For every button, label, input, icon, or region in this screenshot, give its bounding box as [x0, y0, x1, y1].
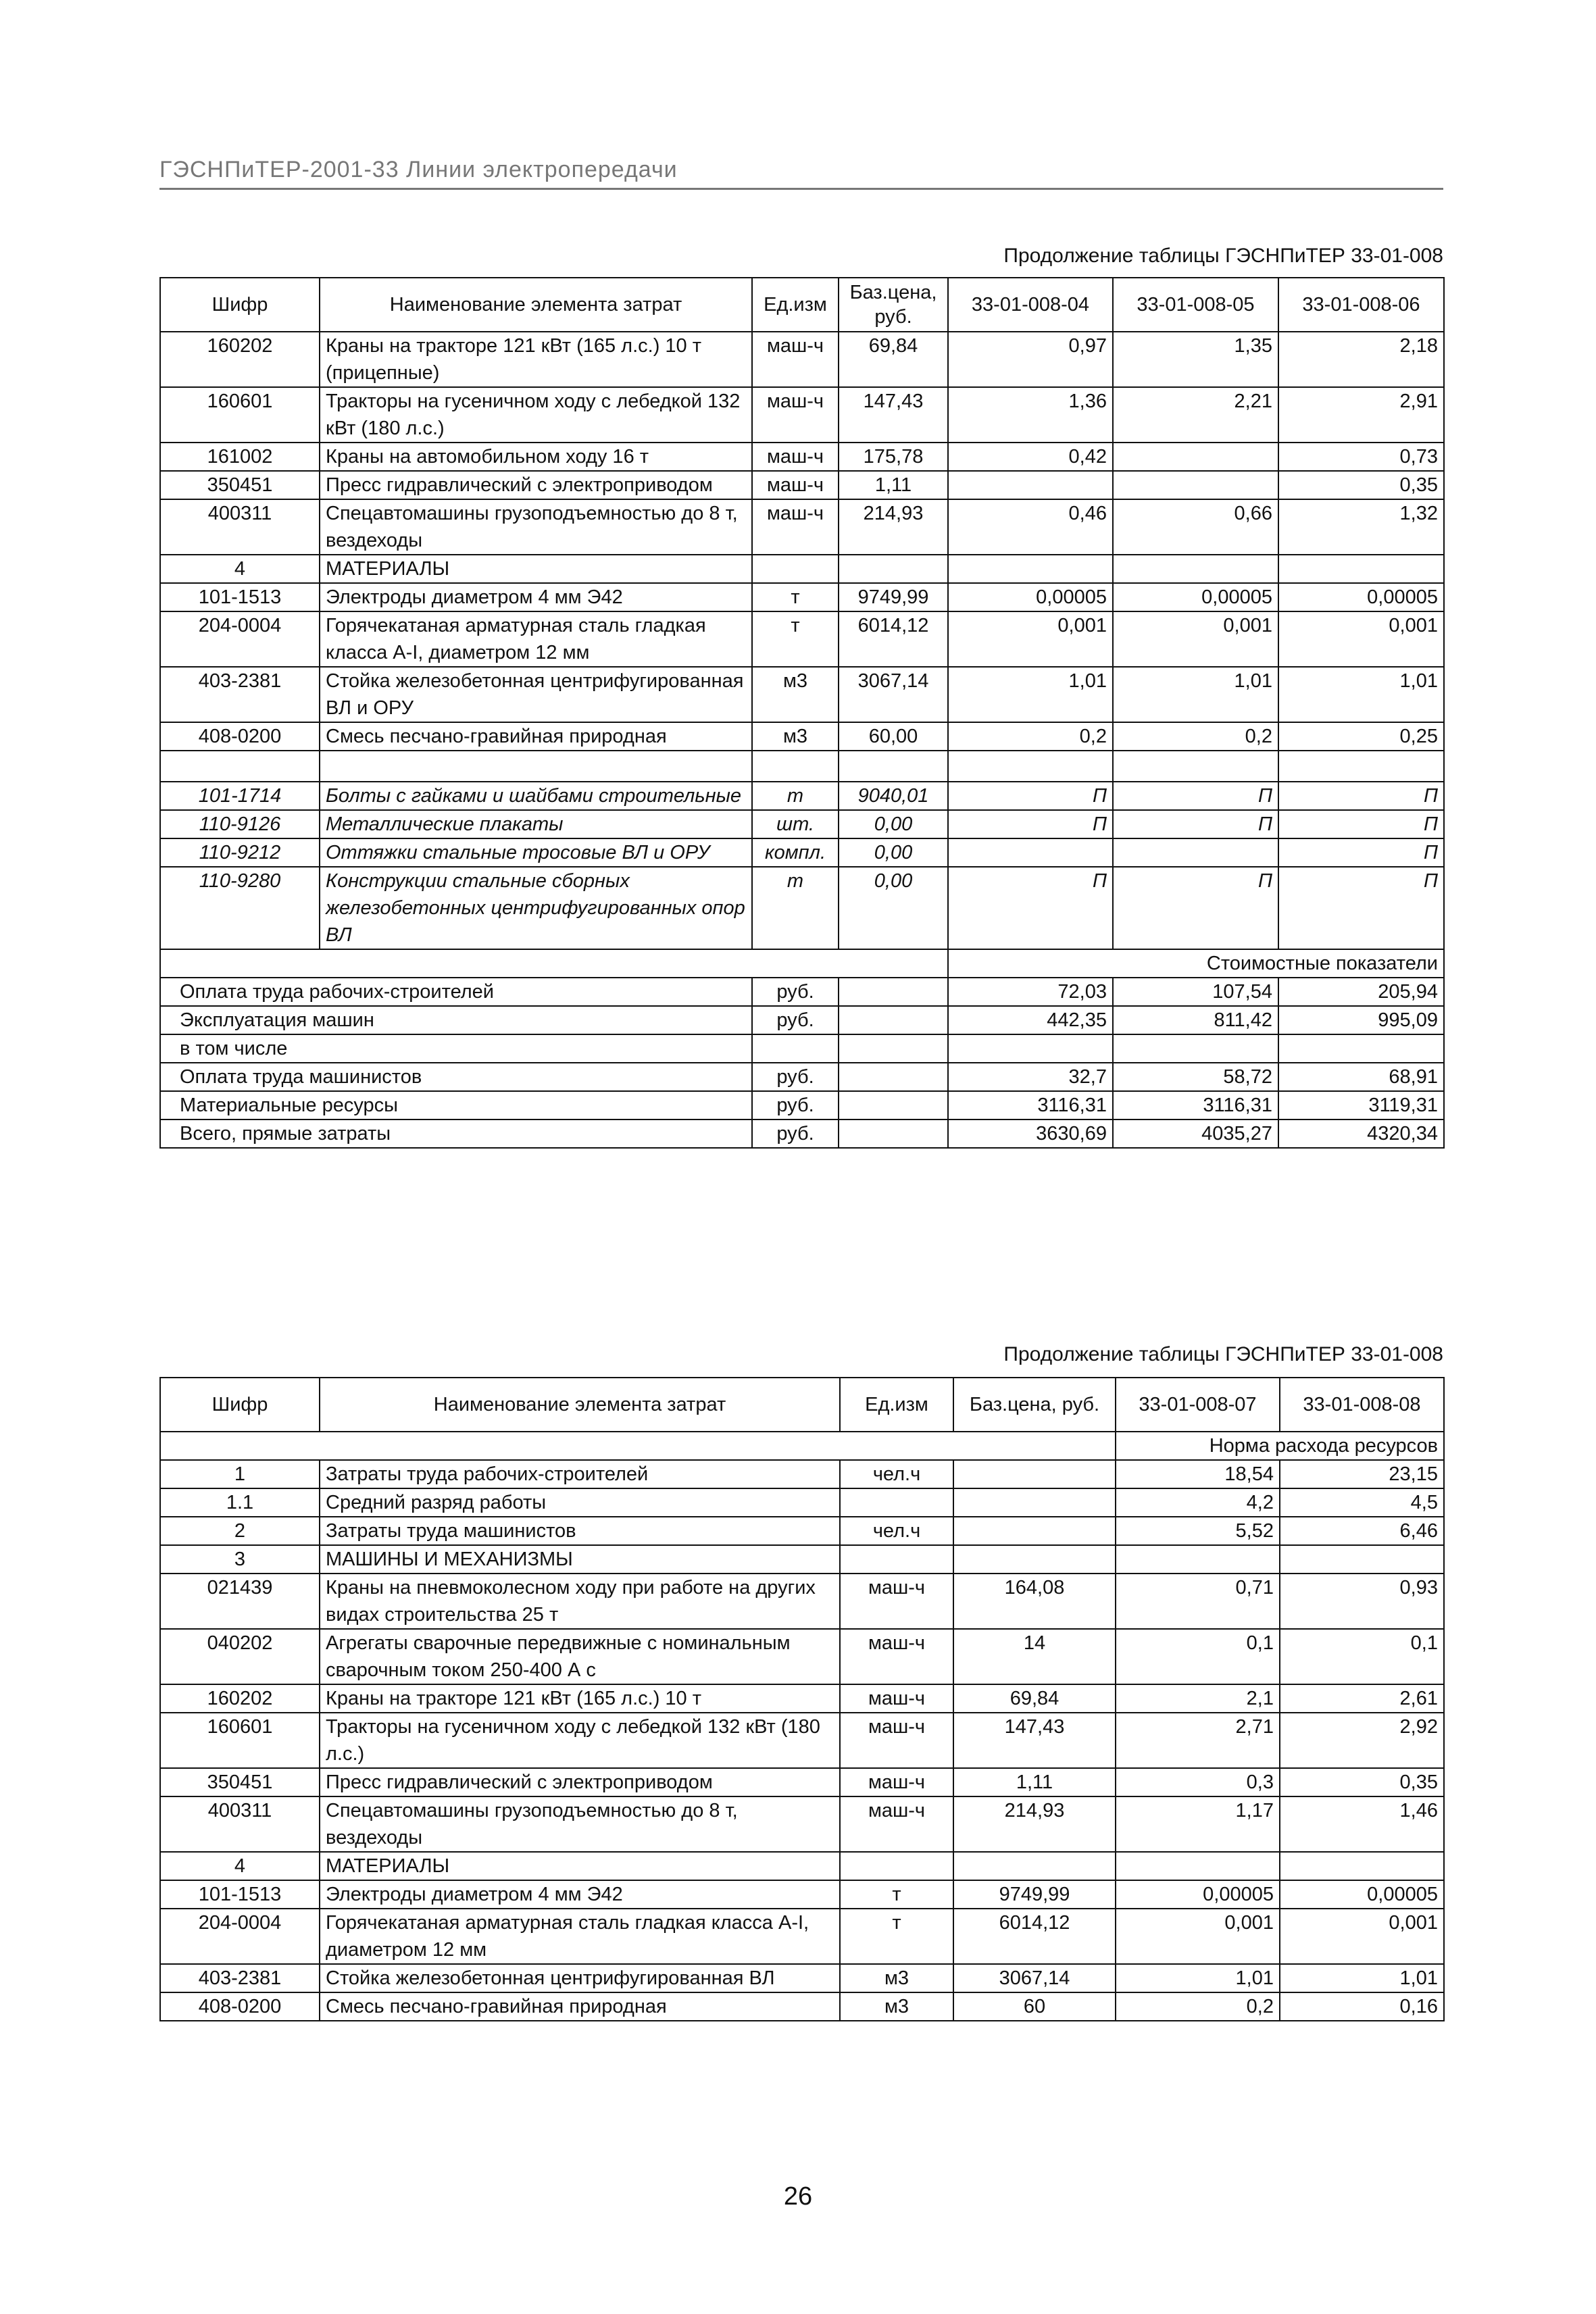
cell-price: 0,00: [839, 838, 948, 867]
empty-cell: [839, 978, 948, 1006]
cost-unit: руб.: [752, 1120, 839, 1148]
page-number: 26: [783, 2182, 813, 2211]
cost-value-05: 811,42: [1113, 1006, 1278, 1034]
cell-name: Конструкции стальные сборных железобетонных центрифугированных опор ВЛ: [320, 867, 752, 949]
cost-value-06: [1278, 1034, 1444, 1063]
cell-norm-07: 0,3: [1116, 1768, 1280, 1796]
cell-norm-08: [1280, 1545, 1444, 1574]
cost-value-04: 3116,31: [948, 1091, 1113, 1120]
cell-unit: маш-ч: [840, 1629, 953, 1684]
cell-norm-05: 1,01: [1113, 667, 1278, 722]
cost-row: [160, 1006, 1444, 1034]
cost-value-04: [948, 1034, 1113, 1063]
cell-unit: маш-ч: [752, 471, 839, 499]
cost-row: [160, 978, 1444, 1006]
cost-label: в том числе: [160, 1034, 752, 1063]
cell-name: Краны на тракторе 121 кВт (165 л.с.) 10 т (прицепные): [320, 332, 752, 387]
document-header: ГЭСНПиТЕР-2001-33 Линии электропередачи: [159, 157, 678, 182]
cell-price: 9749,99: [839, 583, 948, 611]
cell-unit: т: [840, 1909, 953, 1964]
cell-norm-07: 5,52: [1116, 1517, 1280, 1545]
cell-norm-06: 0,001: [1278, 611, 1444, 667]
cell-norm-07: 1,01: [1116, 1964, 1280, 1992]
cell-price: 164,08: [953, 1574, 1116, 1629]
empty-cell: [839, 1120, 948, 1148]
cell-norm-04: П: [948, 810, 1113, 838]
table-row: [160, 555, 1444, 583]
cell-norm-05: П: [1113, 782, 1278, 810]
cost-value-06: 205,94: [1278, 978, 1444, 1006]
cell-norm-07: 4,2: [1116, 1488, 1280, 1517]
cost-value-06: 995,09: [1278, 1006, 1444, 1034]
cost-unit: руб.: [752, 1063, 839, 1091]
cell-norm-05: [1113, 443, 1278, 471]
col-header-norm-05: 33-01-008-05: [1113, 278, 1278, 332]
cell-price: 147,43: [839, 387, 948, 443]
cell-norm-08: 0,00005: [1280, 1880, 1444, 1909]
cost-value-05: [1113, 1034, 1278, 1063]
cell-name: Средний разряд работы: [320, 1488, 840, 1517]
empty-cell: [160, 1432, 1116, 1460]
table-row: [160, 1517, 1444, 1545]
cell-unit: [840, 1545, 953, 1574]
table-row: [160, 499, 1444, 555]
cell-code: 400311: [160, 1796, 320, 1852]
cell-norm-08: [1280, 1852, 1444, 1880]
cell-norm-04: 0,97: [948, 332, 1113, 387]
cell-unit: м3: [840, 1992, 953, 2021]
col-header-name: Наименование элемента затрат: [320, 278, 752, 332]
table-row: [160, 583, 1444, 611]
cell-name: Металлические плакаты: [320, 810, 752, 838]
norm-header-row: [160, 1432, 1444, 1460]
cell-unit: маш-ч: [752, 332, 839, 387]
cost-unit: руб.: [752, 1091, 839, 1120]
cell-unit: чел.ч: [840, 1460, 953, 1488]
cell-code: 021439: [160, 1574, 320, 1629]
empty-cell: [1113, 751, 1278, 782]
cost-value-04: 442,35: [948, 1006, 1113, 1034]
cell-norm-05: 2,21: [1113, 387, 1278, 443]
cell-norm-04: 1,36: [948, 387, 1113, 443]
cell-code: 110-9126: [160, 810, 320, 838]
cell-code: 101-1513: [160, 583, 320, 611]
cell-price: 60: [953, 1992, 1116, 2021]
table-row-unpriced: [160, 810, 1444, 838]
cell-code: 160202: [160, 1684, 320, 1713]
cell-code: 110-9212: [160, 838, 320, 867]
cell-name: Электроды диаметром 4 мм Э42: [320, 583, 752, 611]
cell-norm-06: [1278, 555, 1444, 583]
cell-norm-05: П: [1113, 810, 1278, 838]
col-header-price: Баз.цена, руб.: [839, 278, 948, 332]
table1-caption: Продолжение таблицы ГЭСНПиТЕР 33-01-008: [1003, 245, 1443, 267]
cell-price: [953, 1517, 1116, 1545]
cell-name: Агрегаты сварочные передвижные с номинальным сварочным током 250-400 А с: [320, 1629, 840, 1684]
table-row: [160, 332, 1444, 387]
cost-value-05: 4035,27: [1113, 1120, 1278, 1148]
cell-unit: м3: [752, 722, 839, 751]
cell-name: Смесь песчано-гравийная природная: [320, 722, 752, 751]
cell-norm-08: 6,46: [1280, 1517, 1444, 1545]
cell-price: 0,00: [839, 810, 948, 838]
table2-caption: Продолжение таблицы ГЭСНПиТЕР 33-01-008: [1003, 1343, 1443, 1365]
cell-code: 408-0200: [160, 722, 320, 751]
col-header-norm-06: 33-01-008-06: [1278, 278, 1444, 332]
cell-price: 3067,14: [953, 1964, 1116, 1992]
cell-norm-05: 1,35: [1113, 332, 1278, 387]
cell-price: 147,43: [953, 1713, 1116, 1768]
cell-code: 110-9280: [160, 867, 320, 949]
cell-norm-08: 1,01: [1280, 1964, 1444, 1992]
cell-code: 101-1513: [160, 1880, 320, 1909]
cost-label: Всего, прямые затраты: [160, 1120, 752, 1148]
cell-code: 101-1714: [160, 782, 320, 810]
empty-cell: [752, 751, 839, 782]
cell-name: Спецавтомашины грузоподъемностью до 8 т, вездеходы: [320, 499, 752, 555]
cost-label: Эксплуатация машин: [160, 1006, 752, 1034]
col-header-norm-07: 33-01-008-07: [1116, 1378, 1280, 1432]
cell-price: [953, 1545, 1116, 1574]
cell-code: 040202: [160, 1629, 320, 1684]
cell-unit: маш-ч: [840, 1713, 953, 1768]
cell-name: Стойка железобетонная центрифугированная ВЛ и ОРУ: [320, 667, 752, 722]
cost-label: Оплата труда рабочих-строителей: [160, 978, 752, 1006]
cell-norm-06: 1,01: [1278, 667, 1444, 722]
cell-norm-04: 0,46: [948, 499, 1113, 555]
cell-norm-04: 0,001: [948, 611, 1113, 667]
cost-value-05: 3116,31: [1113, 1091, 1278, 1120]
cell-name: Тракторы на гусеничном ходу с лебедкой 132 кВт (180 л.с.): [320, 1713, 840, 1768]
cell-code: 1: [160, 1460, 320, 1488]
table-row-unpriced: [160, 782, 1444, 810]
table-row: [160, 471, 1444, 499]
cell-norm-06: П: [1278, 867, 1444, 949]
cell-norm-05: 0,66: [1113, 499, 1278, 555]
cost-value-04: 3630,69: [948, 1120, 1113, 1148]
cell-code: 204-0004: [160, 611, 320, 667]
cell-code: 161002: [160, 443, 320, 471]
cell-name: Горячекатаная арматурная сталь гладкая класса А-I, диаметром 12 мм: [320, 1909, 840, 1964]
cell-norm-07: 2,1: [1116, 1684, 1280, 1713]
cell-norm-04: 1,01: [948, 667, 1113, 722]
cell-price: 1,11: [953, 1768, 1116, 1796]
cell-unit: т: [752, 583, 839, 611]
table-row: [160, 1488, 1444, 1517]
cell-norm-07: [1116, 1545, 1280, 1574]
cost-row: [160, 1091, 1444, 1120]
table-row: [160, 1713, 1444, 1768]
table-row: [160, 1684, 1444, 1713]
cell-norm-05: 0,2: [1113, 722, 1278, 751]
cell-unit: т: [752, 782, 839, 810]
cell-price: 69,84: [839, 332, 948, 387]
cell-norm-04: П: [948, 867, 1113, 949]
cell-norm-08: 0,1: [1280, 1629, 1444, 1684]
cell-name: Тракторы на гусеничном ходу с лебедкой 132 кВт (180 л.с.): [320, 387, 752, 443]
cell-norm-07: 0,2: [1116, 1992, 1280, 2021]
cell-code: 400311: [160, 499, 320, 555]
cell-name: Болты с гайками и шайбами строительные: [320, 782, 752, 810]
resource-table-1: [159, 277, 1445, 1149]
cell-code: 160601: [160, 387, 320, 443]
cell-unit: компл.: [752, 838, 839, 867]
cell-price: 69,84: [953, 1684, 1116, 1713]
cell-norm-07: 0,1: [1116, 1629, 1280, 1684]
cost-unit: руб.: [752, 978, 839, 1006]
cell-code: 160601: [160, 1713, 320, 1768]
cell-norm-06: 2,91: [1278, 387, 1444, 443]
table-row: [160, 1574, 1444, 1629]
cell-code: 3: [160, 1545, 320, 1574]
cell-price: 60,00: [839, 722, 948, 751]
cell-name: Стойка железобетонная центрифугированная ВЛ: [320, 1964, 840, 1992]
cell-price: 0,00: [839, 867, 948, 949]
cost-header-row: [160, 949, 1444, 978]
cell-norm-04: [948, 555, 1113, 583]
table-row: [160, 1964, 1444, 1992]
cell-price: 175,78: [839, 443, 948, 471]
cell-code: 4: [160, 555, 320, 583]
cell-unit: чел.ч: [840, 1517, 953, 1545]
cell-norm-06: 0,73: [1278, 443, 1444, 471]
header-rule: [159, 188, 1443, 190]
table-row: [160, 1545, 1444, 1574]
cell-unit: маш-ч: [752, 443, 839, 471]
empty-cell: [320, 751, 752, 782]
cell-unit: маш-ч: [840, 1684, 953, 1713]
cell-norm-08: 0,93: [1280, 1574, 1444, 1629]
cell-name: Затраты труда рабочих-строителей: [320, 1460, 840, 1488]
norm-header: Норма расхода ресурсов: [1116, 1432, 1444, 1460]
cell-norm-04: [948, 471, 1113, 499]
cost-value-06: 4320,34: [1278, 1120, 1444, 1148]
cell-norm-04: 0,42: [948, 443, 1113, 471]
empty-cell: [160, 751, 320, 782]
cell-norm-07: 0,00005: [1116, 1880, 1280, 1909]
cost-row: [160, 1120, 1444, 1148]
col-header-norm-04: 33-01-008-04: [948, 278, 1113, 332]
empty-cell: [839, 1091, 948, 1120]
table-row-unpriced: [160, 838, 1444, 867]
empty-cell: [948, 751, 1113, 782]
cell-price: [953, 1460, 1116, 1488]
col-header-name: Наименование элемента затрат: [320, 1378, 840, 1432]
cell-norm-05: [1113, 555, 1278, 583]
table-row: [160, 667, 1444, 722]
cell-unit: [752, 555, 839, 583]
cell-norm-07: 0,71: [1116, 1574, 1280, 1629]
cell-norm-04: [948, 838, 1113, 867]
col-header-norm-08: 33-01-008-08: [1280, 1378, 1444, 1432]
cell-name: Оттяжки стальные тросовые ВЛ и ОРУ: [320, 838, 752, 867]
cell-price: [953, 1488, 1116, 1517]
cost-unit: [752, 1034, 839, 1063]
cell-norm-08: 0,16: [1280, 1992, 1444, 2021]
cell-name: Горячекатаная арматурная сталь гладкая класса А-I, диаметром 12 мм: [320, 611, 752, 667]
cell-norm-06: 0,00005: [1278, 583, 1444, 611]
table-row: [160, 611, 1444, 667]
cell-norm-07: 2,71: [1116, 1713, 1280, 1768]
table-row: [160, 1909, 1444, 1964]
col-header-code: Шифр: [160, 1378, 320, 1432]
resource-table-2: [159, 1377, 1445, 2021]
table-row: [160, 1992, 1444, 2021]
cell-price: 9040,01: [839, 782, 948, 810]
table-row: [160, 1796, 1444, 1852]
cell-norm-06: 1,32: [1278, 499, 1444, 555]
cell-norm-04: 0,2: [948, 722, 1113, 751]
cell-code: 403-2381: [160, 1964, 320, 1992]
table-row: [160, 722, 1444, 751]
col-header-unit: Ед.изм: [752, 278, 839, 332]
cell-code: 204-0004: [160, 1909, 320, 1964]
empty-cell: [839, 1006, 948, 1034]
cell-norm-08: 2,92: [1280, 1713, 1444, 1768]
table-row: [160, 387, 1444, 443]
cell-name: Спецавтомашины грузоподъемностью до 8 т, вездеходы: [320, 1796, 840, 1852]
cost-value-04: 32,7: [948, 1063, 1113, 1091]
cell-norm-06: П: [1278, 810, 1444, 838]
cell-unit: т: [752, 867, 839, 949]
cell-norm-06: П: [1278, 782, 1444, 810]
table-row: [160, 1768, 1444, 1796]
cell-norm-08: 23,15: [1280, 1460, 1444, 1488]
cell-price: 1,11: [839, 471, 948, 499]
cell-code: 1.1: [160, 1488, 320, 1517]
cell-price: [839, 555, 948, 583]
cell-price: [953, 1852, 1116, 1880]
cell-name: МАТЕРИАЛЫ: [320, 1852, 840, 1880]
empty-cell: [839, 751, 948, 782]
cell-norm-07: 18,54: [1116, 1460, 1280, 1488]
cell-name: МАШИНЫ И МЕХАНИЗМЫ: [320, 1545, 840, 1574]
cell-norm-04: П: [948, 782, 1113, 810]
cell-price: 14: [953, 1629, 1116, 1684]
table-row: [160, 443, 1444, 471]
table-row: [160, 1852, 1444, 1880]
cell-unit: маш-ч: [840, 1796, 953, 1852]
col-header-code: Шифр: [160, 278, 320, 332]
table-row: [160, 1880, 1444, 1909]
cost-value-06: 3119,31: [1278, 1091, 1444, 1120]
table-row: [160, 1460, 1444, 1488]
cost-value-05: 58,72: [1113, 1063, 1278, 1091]
cell-norm-05: 0,001: [1113, 611, 1278, 667]
cell-norm-05: [1113, 471, 1278, 499]
cost-label: Оплата труда машинистов: [160, 1063, 752, 1091]
cell-norm-07: [1116, 1852, 1280, 1880]
cell-code: 408-0200: [160, 1992, 320, 2021]
col-header-price: Баз.цена, руб.: [953, 1378, 1116, 1432]
empty-cell: [1278, 751, 1444, 782]
cell-unit: т: [840, 1880, 953, 1909]
cell-norm-08: 0,001: [1280, 1909, 1444, 1964]
cell-code: 403-2381: [160, 667, 320, 722]
cost-row: [160, 1063, 1444, 1091]
empty-cell: [839, 1034, 948, 1063]
cell-price: 214,93: [953, 1796, 1116, 1852]
cell-norm-08: 2,61: [1280, 1684, 1444, 1713]
table-row: [160, 1629, 1444, 1684]
cost-value-05: 107,54: [1113, 978, 1278, 1006]
cell-norm-08: 1,46: [1280, 1796, 1444, 1852]
cell-code: 2: [160, 1517, 320, 1545]
cell-code: 160202: [160, 332, 320, 387]
cell-norm-05: П: [1113, 867, 1278, 949]
cell-norm-08: 4,5: [1280, 1488, 1444, 1517]
cell-norm-06: П: [1278, 838, 1444, 867]
cell-unit: маш-ч: [840, 1574, 953, 1629]
cell-name: Смесь песчано-гравийная природная: [320, 1992, 840, 2021]
cell-price: 9749,99: [953, 1880, 1116, 1909]
cell-unit: м3: [840, 1964, 953, 1992]
cell-norm-08: 0,35: [1280, 1768, 1444, 1796]
cell-norm-06: 2,18: [1278, 332, 1444, 387]
cell-norm-06: 0,25: [1278, 722, 1444, 751]
cell-code: 350451: [160, 471, 320, 499]
empty-cell: [839, 1063, 948, 1091]
col-header-unit: Ед.изм: [840, 1378, 953, 1432]
cell-norm-05: [1113, 838, 1278, 867]
cell-unit: [840, 1852, 953, 1880]
cell-norm-07: 0,001: [1116, 1909, 1280, 1964]
cell-norm-06: 0,35: [1278, 471, 1444, 499]
cell-name: МАТЕРИАЛЫ: [320, 555, 752, 583]
empty-cell: [160, 949, 948, 978]
cell-unit: маш-ч: [752, 387, 839, 443]
cell-name: Пресс гидравлический с электроприводом: [320, 471, 752, 499]
cost-value-04: 72,03: [948, 978, 1113, 1006]
cell-name: Затраты труда машинистов: [320, 1517, 840, 1545]
cell-unit: м3: [752, 667, 839, 722]
cost-header: Стоимостные показатели: [948, 949, 1444, 978]
cell-unit: шт.: [752, 810, 839, 838]
cell-price: 6014,12: [839, 611, 948, 667]
cell-name: Краны на пневмоколесном ходу при работе на других видах строительства 25 т: [320, 1574, 840, 1629]
cost-unit: руб.: [752, 1006, 839, 1034]
cell-price: 214,93: [839, 499, 948, 555]
cell-norm-07: 1,17: [1116, 1796, 1280, 1852]
cell-code: 350451: [160, 1768, 320, 1796]
spacer-row: [160, 751, 1444, 782]
cell-price: 3067,14: [839, 667, 948, 722]
cell-unit: т: [752, 611, 839, 667]
cell-name: Электроды диаметром 4 мм Э42: [320, 1880, 840, 1909]
cell-norm-05: 0,00005: [1113, 583, 1278, 611]
cell-unit: маш-ч: [752, 499, 839, 555]
cell-name: Пресс гидравлический с электроприводом: [320, 1768, 840, 1796]
cost-value-06: 68,91: [1278, 1063, 1444, 1091]
cell-name: Краны на тракторе 121 кВт (165 л.с.) 10 т: [320, 1684, 840, 1713]
cell-unit: [840, 1488, 953, 1517]
cell-norm-04: 0,00005: [948, 583, 1113, 611]
cost-label: Материальные ресурсы: [160, 1091, 752, 1120]
cell-name: Краны на автомобильном ходу 16 т: [320, 443, 752, 471]
cost-row: [160, 1034, 1444, 1063]
cell-unit: маш-ч: [840, 1768, 953, 1796]
cell-price: 6014,12: [953, 1909, 1116, 1964]
table-row-unpriced: [160, 867, 1444, 949]
cell-code: 4: [160, 1852, 320, 1880]
